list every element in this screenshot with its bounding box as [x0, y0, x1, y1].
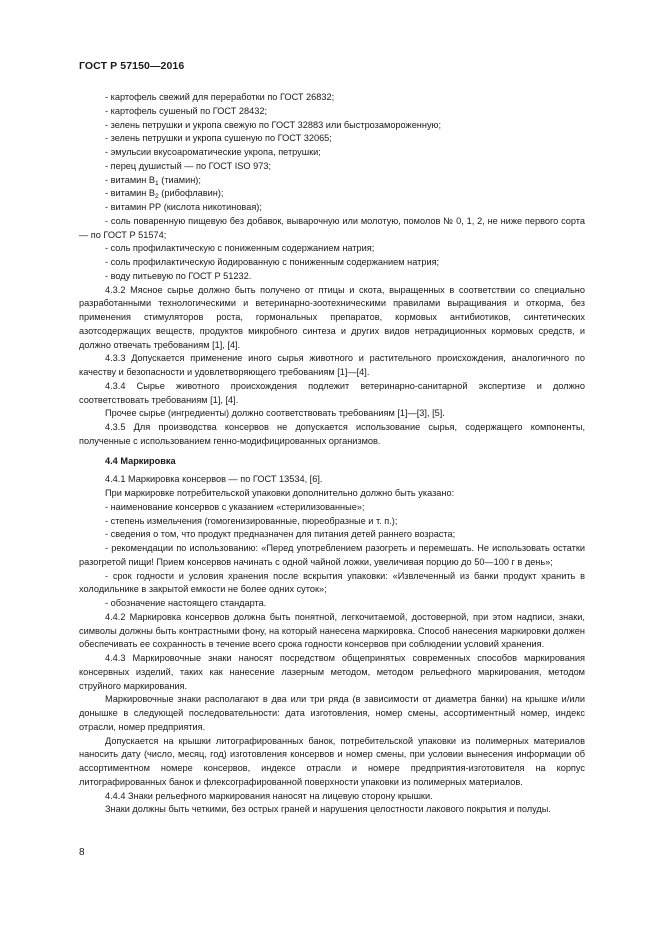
paragraph: - воду питьевую по ГОСТ Р 51232. [105, 270, 252, 281]
text-segment: (тиамин); [158, 174, 201, 185]
paragraph: - степень измельчения (гомогенизированные, пюреобразные и т. п.); [105, 515, 398, 526]
paragraph: - соль профилактическую йодированную с пониженным содержанием натрия; [105, 257, 440, 267]
page-number: 8 [79, 847, 85, 858]
document-header: ГОСТ Р 57150—2016 [79, 60, 185, 72]
paragraph: - картофель сушеный по ГОСТ 28432; [105, 105, 267, 116]
paragraph: - наименование консервов с указанием «стерилизованные»; [105, 501, 365, 512]
paragraph [79, 174, 585, 188]
paragraph: Маркировочные знаки располагают в два или три ряда (в зависимости от диаметра банки) на крышке и/или донышке в следующей последовательности: дата изготовления, номер смены, ассортиментный номер, индекс отрасли, номер предприятия. [79, 694, 585, 732]
paragraph: - зелень петрушки и укропа сушеную по ГОСТ 32065; [105, 133, 332, 144]
paragraph: 4.4.3 Маркировочные знаки наносят посредством общепринятых современных способов маркирования консервных изделий, таких как нанесение лазерным методом, методом рельефного маркирования, методом струйного маркирования. [79, 653, 585, 691]
paragraph: 4.4.1 Маркировка консервов — по ГОСТ 13534, [6]. [105, 474, 323, 485]
paragraph: - соль поваренную пищевую без добавок, выварочную или молотую, помолов № 0, 1, 2, не ниже первого сорта — по ГОСТ Р 51574; [79, 215, 585, 240]
paragraph: 4.4.2 Маркировка консервов должна быть понятной, легкочитаемой, достоверной, при этом надписи, знаки, символы должны быть контрастными фону, на который нанесена маркировка. Способ нанесения маркировки должен обеспечивать ее сохранность в течение всего срока годности консервов при соблюдении условий хранения. [79, 611, 585, 650]
paragraph [79, 187, 585, 201]
text-segment: - витамин В [105, 188, 156, 199]
paragraph: - перец душистый — по ГОСТ ISO 973; [105, 160, 272, 171]
paragraph: Допускается на крышки литографированных банок, потребительской упаковки из полимерных материалов наносить дату (число, месяц, год) изготовления консервов и номер смены, при условии вынесения информации об ассортиментном номере консервов, индексе отрасли и номере предприятия-изготовителя на корпус литографированных банок и флексографированной поверхности упаковки из полимерных материалов. [79, 735, 585, 787]
paragraph: - соль профилактическую с пониженным содержанием натрия; [105, 243, 375, 254]
paragraph: 4.3.3 Допускается применение иного сырья животного и растительного происхождения, аналогичного по качеству и безопасности и удовлетворяющего требованиям [1]—[4]. [79, 353, 585, 377]
paragraph: 4.4.4 Знаки рельефного маркирования наносят на лицевую сторону крышки. [105, 790, 433, 801]
paragraph: - рекомендации по использованию: «Перед употреблением разогреть и перемешать. Не использовать остатки разогретой пищи! Прием консервов начинать с одной чайной ложки, увеличивая порцию до 50—100 г в день»; [79, 543, 585, 567]
paragraph: - срок годности и условия хранения после вскрытия упаковки: «Извлеченный из банки продукт хранить в холодильнике в закрытой емкости не более одних суток»; [79, 570, 585, 595]
paragraph: - эмульсии вкусоароматические укропа, петрушки; [105, 147, 321, 157]
document-body [79, 91, 585, 817]
paragraph: - зелень петрушки и укропа свежую по ГОСТ 32883 или быстрозамороженную; [105, 119, 441, 130]
paragraph: 4.3.5 Для производства консервов не допускается использование сырья, содержащего компоненты, полученные с использованием генно-модифицированных организмов. [79, 422, 585, 446]
paragraph: 4.3.2 Мясное сырье должно быть получено от птицы и скота, выращенных в соответствии со специально разработанными технологическими и ветеринарно-зоотехническими правилами выращивания и откорма, без применения стимуляторов роста, гормональных препаратов, кормовых антибиотиков, синтетических азотсодержащих веществ, продуктов микробного синтеза и других видов нетрадиционных кормовых средств, и должно отвечать требованиям [1], [4]. [79, 284, 585, 350]
text-segment: (рибофлавин); [158, 188, 224, 199]
section-heading: 4.4 Маркировка [105, 455, 176, 466]
paragraph: - сведения о том, что продукт предназначен для питания детей раннего возраста; [105, 529, 456, 540]
paragraph: Знаки должны быть четкими, без острых граней и нарушения целостности лакового покрытия и полуды. [105, 804, 551, 815]
subscript: 1 [155, 179, 159, 187]
paragraph: - обозначение настоящего стандарта. [105, 598, 267, 608]
paragraph: 4.3.4 Сырье животного происхождения подлежит ветеринарно-санитарной экспертизе и должно соответствовать требованиям [1], [4]. [79, 380, 585, 405]
paragraph: - витамин РР (кислота никотиновая); [105, 202, 262, 212]
subscript: 2 [155, 193, 159, 201]
paragraph: Прочее сырье (ингредиенты) должно соответствовать требованиям [1]—[3], [5]. [105, 408, 445, 419]
paragraph: При маркировке потребительской упаковки дополнительно должно быть указано: [105, 488, 455, 498]
text-segment: - витамин В [105, 174, 156, 185]
paragraph: - картофель свежий для переработки по ГОСТ 26832; [105, 92, 335, 102]
